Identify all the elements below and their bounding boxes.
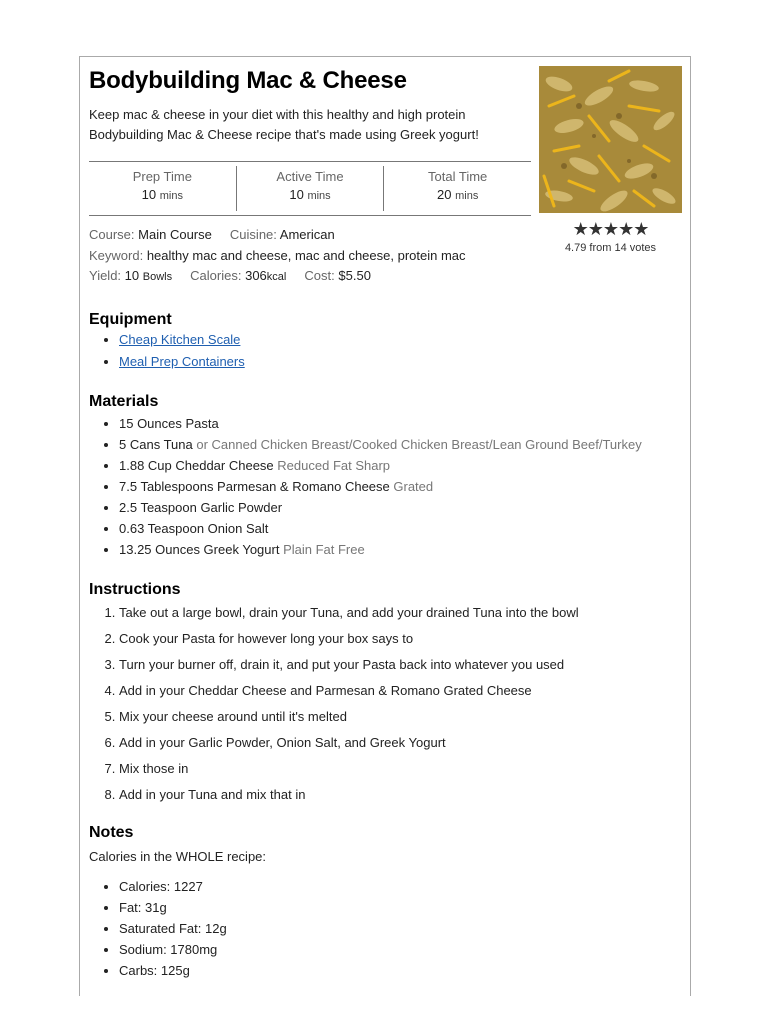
- instruction-step: 1. Take out a large bowl, drain your Tuna, and add your drained Tuna into the bowl: [119, 605, 579, 620]
- yield-line: Yield: 10 Bowls Calories: 306kcal Cost: $5.50: [89, 268, 371, 283]
- instruction-step: 4. Add in your Cheddar Cheese and Parmesan & Romano Grated Cheese: [119, 683, 579, 698]
- equipment-item: [119, 332, 245, 347]
- notes-intro: Calories in the WHOLE recipe:: [89, 849, 267, 864]
- recipe-rating: [539, 219, 682, 254]
- recipe-photo: [539, 66, 682, 213]
- time-value: 10 mins: [141, 187, 183, 202]
- course-value: Main Course: [138, 227, 212, 242]
- calories-unit: kcal: [266, 271, 287, 283]
- note-item: • Fat: 31g: [119, 900, 227, 915]
- instruction-step: 5. Mix your cheese around until it's melted: [119, 709, 579, 724]
- instructions-heading: Instructions: [89, 581, 181, 598]
- time-label: Total Time: [428, 169, 488, 184]
- material-item: • 0.63 Teaspoon Onion Salt: [119, 521, 642, 536]
- yield-value: 10: [124, 268, 140, 283]
- instruction-step: 6. Add in your Garlic Powder, Onion Salt, and Greek Yogurt: [119, 735, 579, 750]
- materials-list: [89, 416, 642, 563]
- material-item: • 13.25 Ounces Greek Yogurt Plain Fat Free: [119, 542, 642, 557]
- keyword-line: Keyword: healthy mac and cheese, mac and cheese, protein mac: [89, 248, 466, 263]
- note-item: • Sodium: 1780mg: [119, 942, 227, 957]
- materials-heading: Materials: [89, 393, 159, 410]
- time-label: Prep Time: [132, 169, 192, 184]
- notes-heading: Notes: [89, 824, 134, 841]
- note-item: • Calories: 1227: [119, 879, 227, 894]
- rating-summary: 4.79 from 14 votes: [564, 242, 657, 254]
- note-item: • Saturated Fat: 12g: [119, 921, 227, 936]
- instruction-step: 2. Cook your Pasta for however long your box says to: [119, 631, 579, 646]
- recipe-card: [79, 56, 691, 996]
- time-value: 20 mins: [437, 187, 479, 202]
- recipe-title: Bodybuilding Mac & Cheese: [89, 67, 407, 94]
- equipment-link[interactable]: Cheap Kitchen Scale: [119, 332, 241, 347]
- material-item: • 7.5 Tablespoons Parmesan & Romano Cheese Grated: [119, 479, 642, 494]
- time-table: [89, 161, 531, 216]
- material-item: • 15 Ounces Pasta: [119, 416, 642, 431]
- recipe-summary: Keep mac & cheese in your diet with this healthy and high protein Bodybuilding Mac & Cheese recipe that's made using Greek yogurt!: [89, 107, 479, 142]
- total-time: [384, 166, 531, 211]
- cuisine-value: American: [279, 227, 335, 242]
- calories-value: 306: [245, 268, 267, 283]
- equipment-link[interactable]: Meal Prep Containers: [119, 354, 245, 369]
- instruction-step: 7. Mix those in: [119, 761, 579, 776]
- time-value: 10 mins: [289, 187, 331, 202]
- equipment-heading: Equipment: [89, 311, 172, 328]
- star-rating-icon[interactable]: ★★★★★: [572, 219, 649, 239]
- equipment-list: [89, 332, 245, 369]
- material-item: • 2.5 Teaspoon Garlic Powder: [119, 500, 642, 515]
- material-item: • 5 Cans Tuna or Canned Chicken Breast/Cooked Chicken Breast/Lean Ground Beef/Turkey: [119, 437, 642, 452]
- instruction-step: 8. Add in your Tuna and mix that in: [119, 787, 579, 802]
- notes-list: [89, 879, 227, 984]
- time-label: Active Time: [276, 169, 344, 184]
- course-cuisine-line: Course: Main Course Cuisine: American: [89, 227, 335, 242]
- instructions-list: [89, 605, 579, 813]
- note-item: • Carbs: 125g: [119, 963, 227, 978]
- active-time: [237, 166, 385, 211]
- cost-value: $5.50: [338, 268, 371, 283]
- prep-time: [89, 166, 237, 211]
- material-item: • 1.88 Cup Cheddar Cheese Reduced Fat Sharp: [119, 458, 642, 473]
- mac-and-cheese-image: [539, 66, 682, 213]
- equipment-item: [119, 354, 245, 369]
- instruction-step: 3. Turn your burner off, drain it, and put your Pasta back into whatever you used: [119, 657, 579, 672]
- keyword-value: healthy mac and cheese, mac and cheese, protein mac: [146, 248, 466, 263]
- yield-unit: Bowls: [142, 271, 173, 283]
